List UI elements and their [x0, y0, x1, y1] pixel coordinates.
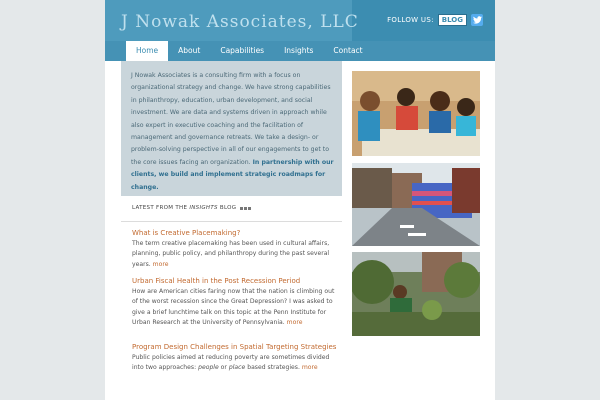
blog-post	[132, 229, 337, 270]
intro-paragraph	[131, 70, 337, 194]
more-link[interactable]: more	[286, 318, 303, 326]
intro-box	[121, 61, 342, 196]
garden-photo	[352, 252, 480, 336]
post-title[interactable]: Urban Fiscal Health in the Post Recession Period	[132, 277, 301, 285]
blog-post	[132, 343, 337, 374]
post-excerpt-text: Public policies aimed at reducing poverty are sometimes divided into two approaches:	[132, 354, 330, 372]
blog-heading-suffix: BLOG	[219, 205, 237, 211]
follow-label: FOLLOW US:	[387, 16, 434, 24]
follow-us	[387, 14, 483, 26]
nav-insights[interactable]: Insights	[284, 46, 314, 55]
post-title[interactable]: What is Creative Placemaking?	[132, 229, 241, 237]
blog-heading-prefix: LATEST FROM THE	[132, 205, 188, 211]
post-excerpt-emphasis: people	[198, 364, 219, 372]
post-excerpt-emphasis: place	[228, 364, 246, 372]
post-excerpt	[132, 239, 337, 270]
street-photo	[352, 163, 480, 246]
blog-heading-italic: INSIGHTS	[189, 205, 218, 211]
nav-home[interactable]	[126, 41, 168, 61]
intro-bold-text: In partnership with our clients, we build and implement strategic roadmaps for change.	[131, 158, 334, 191]
blog-heading	[132, 205, 251, 211]
page	[105, 0, 495, 400]
intro-text: J Nowak Associates is a consulting firm with a focus on organizational strategy and change. We have strong capabilities in philanthropy, education, urban development, and social investment. We are data and systems driven in approach while also expert in executive coaching and the facilitation of management and governance retreats. We take a design- or problem-solving perspective in all of our engagements to get to the core issues facing an organization.	[131, 72, 331, 166]
more-link[interactable]: more	[301, 364, 318, 372]
post-excerpt-text: or	[218, 364, 229, 372]
main-nav	[105, 41, 495, 61]
site-logo[interactable]: J Nowak Associates, LLC	[121, 12, 359, 32]
blog-heading-text	[132, 205, 236, 211]
post-excerpt-text: The term creative placemaking has been used in cultural affairs, planning, public policy, and philanthropy during the past several years.	[132, 240, 330, 268]
post-excerpt	[132, 353, 337, 374]
post-excerpt-text: How are American cities faring now that the nation is climbing out of the worst recession since the Great Depression? I was asked to give a brief lunchtime talk on this topic at the Penn Institute for Urban Research at the University of Pennsylvania.	[132, 288, 335, 326]
post-title[interactable]: Program Design Challenges in Spatial Targeting Strategies	[132, 343, 337, 351]
classroom-photo	[352, 71, 480, 156]
nav-about[interactable]: About	[178, 46, 201, 55]
heading-dots	[240, 207, 251, 210]
post-excerpt-text: based strategies.	[245, 364, 300, 372]
blog-divider	[121, 221, 342, 222]
blog-link[interactable]: BLOG	[438, 14, 467, 26]
blog-post	[132, 277, 337, 328]
post-excerpt	[132, 287, 337, 328]
nav-capabilities[interactable]: Capabilities	[220, 46, 265, 55]
more-link[interactable]: more	[152, 260, 169, 268]
nav-contact[interactable]: Contact	[333, 46, 363, 55]
twitter-icon[interactable]	[471, 14, 483, 26]
nav-home-label: Home	[136, 46, 159, 55]
